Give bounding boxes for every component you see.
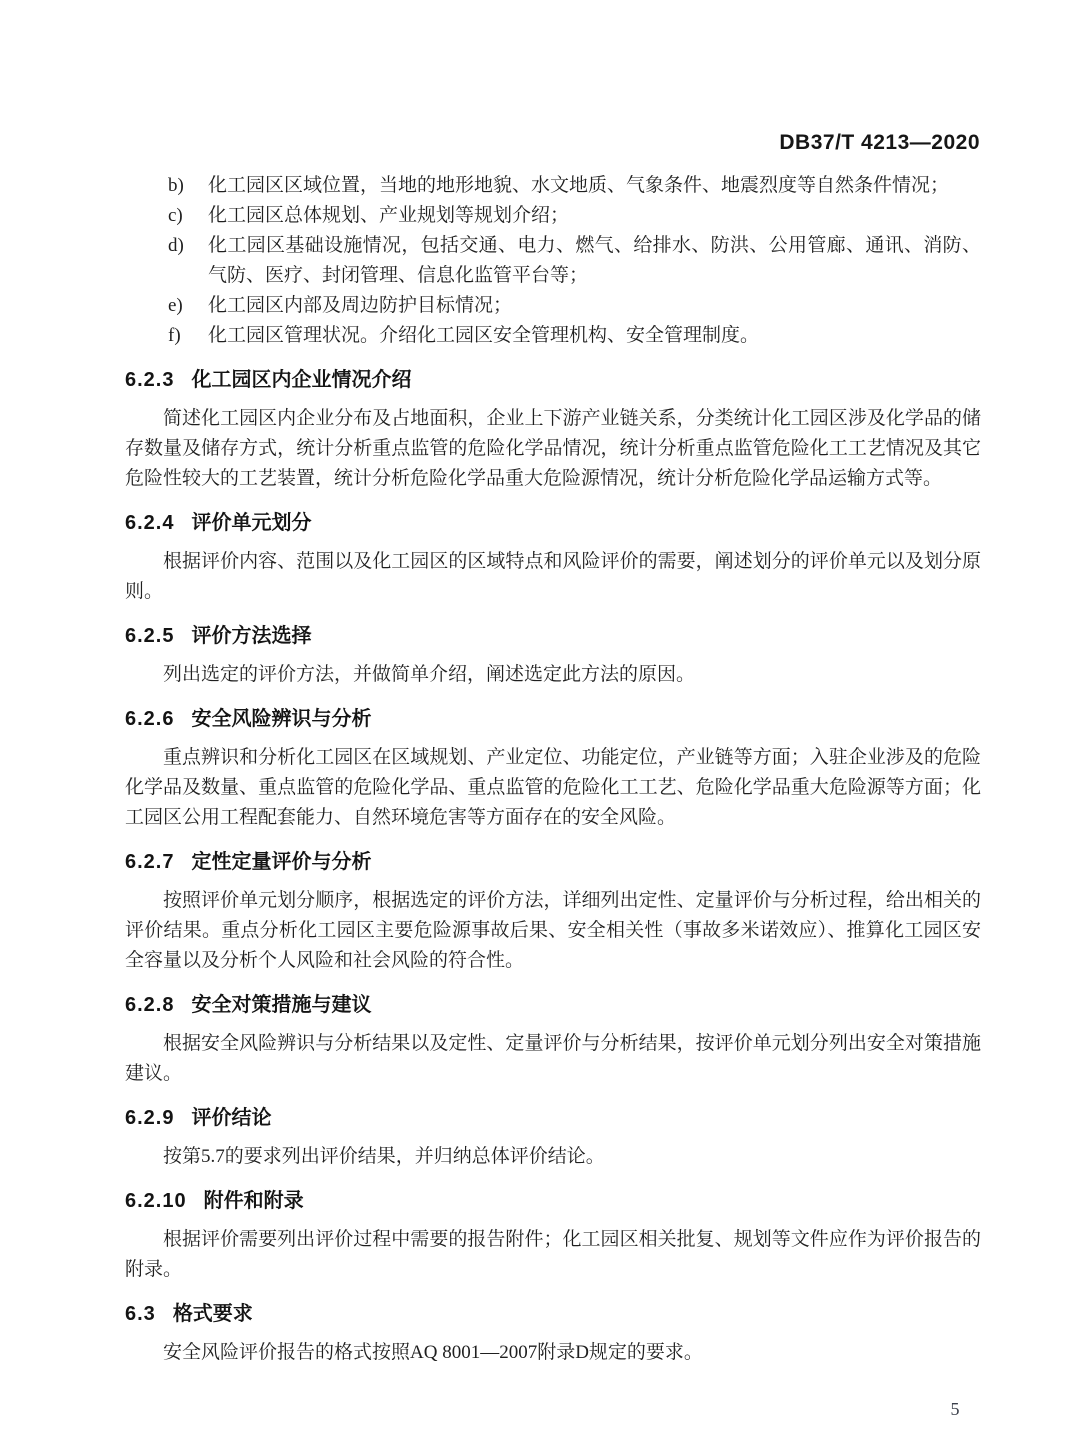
section	[125, 1106, 981, 1172]
section-title: 定性定量评价与分析	[191, 851, 372, 873]
section-title: 评价结论	[191, 1107, 272, 1129]
section	[125, 707, 981, 833]
list-item-text: 化工园区总体规划、产业规划等规划介绍；	[208, 205, 570, 226]
doc-number: DB37/T 4213—2020	[779, 131, 980, 154]
section	[125, 368, 981, 494]
section-title: 安全对策措施与建议	[191, 994, 372, 1016]
page-number: 5	[950, 1399, 960, 1419]
list-item	[125, 171, 981, 201]
sections-container	[125, 368, 981, 1368]
section-paragraph: 简述化工园区内企业分布及占地面积，企业上下游产业链关系，分类统计化工园区涉及化学品的储存数量及储存方式，统计分析重点监管的危险化学品情况，统计分析重点监管危险化工工艺情况及其它危险性较大的工艺装置，统计分析危险化学品重大危险源情况，统计分析危险化学品运输方式等。	[125, 408, 981, 489]
section	[125, 624, 981, 690]
section-title: 格式要求	[172, 1303, 253, 1325]
section-number: 6.2.10	[125, 1190, 187, 1212]
list-item-label: d)	[168, 235, 184, 256]
section-number: 6.2.4	[125, 512, 175, 534]
section-title: 安全风险辨识与分析	[191, 708, 372, 730]
section-number: 6.3	[125, 1303, 156, 1325]
section-heading	[125, 511, 981, 535]
list-item-text: 化工园区管理状况。介绍化工园区安全管理机构、安全管理制度。	[208, 325, 760, 346]
section	[125, 850, 981, 976]
section-paragraph: 按照评价单元划分顺序，根据选定的评价方法，详细列出定性、定量评价与分析过程，给出相关的评价结果。重点分析化工园区主要危险源事故后果、安全相关性（事故多米诺效应）、推算化工园区安全容量以及分析个人风险和社会风险的符合性。	[125, 890, 981, 971]
section-number: 6.2.6	[125, 708, 175, 730]
section	[125, 993, 981, 1089]
section-number: 6.2.8	[125, 994, 175, 1016]
section-paragraph: 根据安全风险辨识与分析结果以及定性、定量评价与分析结果，按评价单元划分列出安全对策措施建议。	[125, 1033, 981, 1084]
section-number: 6.2.7	[125, 851, 175, 873]
section	[125, 1189, 981, 1285]
section-number: 6.2.5	[125, 625, 175, 647]
doc-content	[125, 171, 981, 1368]
list-item	[125, 201, 981, 231]
list-item	[125, 291, 981, 321]
list-item-text: 化工园区基础设施情况，包括交通、电力、燃气、给排水、防洪、公用管廊、通讯、消防、气防、医疗、封闭管理、信息化监管平台等；	[208, 235, 981, 286]
list-item-text: 化工园区区域位置，当地的地形地貌、水文地质、气象条件、地震烈度等自然条件情况；	[208, 175, 950, 196]
section-number: 6.2.3	[125, 369, 175, 391]
section-paragraph: 按第5.7的要求列出评价结果，并归纳总体评价结论。	[163, 1146, 605, 1167]
section-heading	[125, 707, 981, 731]
list-item-label: f)	[168, 325, 181, 346]
section-paragraph: 根据评价内容、范围以及化工园区的区域特点和风险评价的需要，阐述划分的评价单元以及划分原则。	[125, 551, 981, 602]
doc-header	[779, 131, 980, 155]
section	[125, 1302, 981, 1368]
section-heading	[125, 1302, 981, 1326]
section-title: 化工园区内企业情况介绍	[191, 369, 412, 391]
section-title: 评价单元划分	[191, 512, 312, 534]
section-paragraph: 列出选定的评价方法，并做简单介绍，阐述选定此方法的原因。	[163, 664, 696, 685]
section-heading	[125, 624, 981, 648]
section-heading	[125, 993, 981, 1017]
list-item-label: b)	[168, 175, 184, 196]
list-item-label: e)	[168, 295, 183, 316]
section	[125, 511, 981, 607]
list-item	[125, 321, 981, 351]
section-heading	[125, 1189, 981, 1213]
section-number: 6.2.9	[125, 1107, 175, 1129]
section-heading	[125, 368, 981, 392]
clause-list	[125, 171, 981, 351]
list-item-label: c)	[168, 205, 183, 226]
section-paragraph: 重点辨识和分析化工园区在区域规划、产业定位、功能定位，产业链等方面；入驻企业涉及的危险化学品及数量、重点监管的危险化学品、重点监管的危险化工工艺、危险化学品重大危险源等方面；化工园区公用工程配套能力、自然环境危害等方面存在的安全风险。	[125, 747, 981, 828]
section-paragraph: 根据评价需要列出评价过程中需要的报告附件；化工园区相关批复、规划等文件应作为评价报告的附录。	[125, 1229, 981, 1280]
section-title: 附件和附录	[203, 1190, 304, 1212]
list-item	[125, 231, 981, 291]
section-title: 评价方法选择	[191, 625, 312, 647]
section-heading	[125, 850, 981, 874]
section-paragraph: 安全风险评价报告的格式按照AQ 8001—2007附录D规定的要求。	[163, 1342, 703, 1363]
section-heading	[125, 1106, 981, 1130]
list-item-text: 化工园区内部及周边防护目标情况；	[208, 295, 513, 316]
